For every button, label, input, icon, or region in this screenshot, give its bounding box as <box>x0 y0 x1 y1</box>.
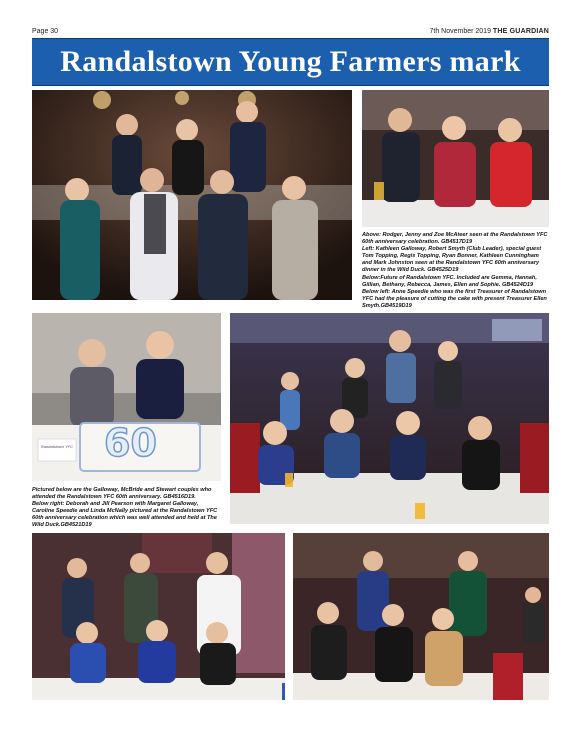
cake-number: 60 <box>104 421 157 465</box>
headline-banner <box>32 38 549 86</box>
photo-couples <box>32 533 285 700</box>
caption-paragraph: Below left: Anne Speedie who was the first Treasurer of Randalstown YFC had the pleasure of cutting the cake with present Treasurer Ellen Smyth.GB4519D19 <box>362 288 547 309</box>
photo-cake-cutting <box>32 313 221 481</box>
page-header <box>32 24 549 38</box>
cake-card: Randalstown YFC <box>40 444 74 449</box>
photo-pearson-galloway <box>293 533 549 700</box>
paper-name: THE GUARDIAN <box>492 27 549 35</box>
photo-mcateer-family <box>362 90 549 227</box>
photo-future-yfc <box>230 313 549 524</box>
headline: Randalstown Young Farmers mark <box>60 45 521 78</box>
page-number: Page 30 <box>32 27 59 35</box>
caption-main <box>362 232 549 309</box>
caption-paragraph: Above: Rodger, Jenny and Zoe McAteer seen at the Randalstown YFC 60th anniversary celebration. GB4517D19 <box>362 232 548 246</box>
issue-date: 7th November 2019 <box>429 27 491 35</box>
caption-paragraph: Below right: Deborah and Jill Pearson with Margaret Galloway, Caroline Speedie and Linda McNally pictured at the Randalstown YFC 60th anniversary celebration which was well attended and held at The Wild Duck.GB4521D19 <box>32 501 218 529</box>
issue-info <box>429 28 549 35</box>
caption-paragraph: Left: Kathleen Galloway, Robert Smyth (Club Leader), special guest Tom Topping, Regis Topping, Ryan Bonner, Kathleen Cunningham and Mark Johnston seen at the Randalstown YFC 60th anniversary dinner in the Wild Duck. GB4525D19 <box>362 246 542 274</box>
caption-paragraph: Pictured below are the Galloway, McBride and Stewart couples who attended the Randalstown YFC 60th anniversary. GB4516D19. <box>32 487 212 501</box>
caption-couples <box>32 487 221 529</box>
caption-paragraph: Below:Future of Randalstown YFC. Included are Gemma, Hannah, Gillian, Bethany, Rebecca, James, Ellen and Sophie. GB4524D19 <box>362 274 537 288</box>
photo-group-committee <box>32 90 352 300</box>
